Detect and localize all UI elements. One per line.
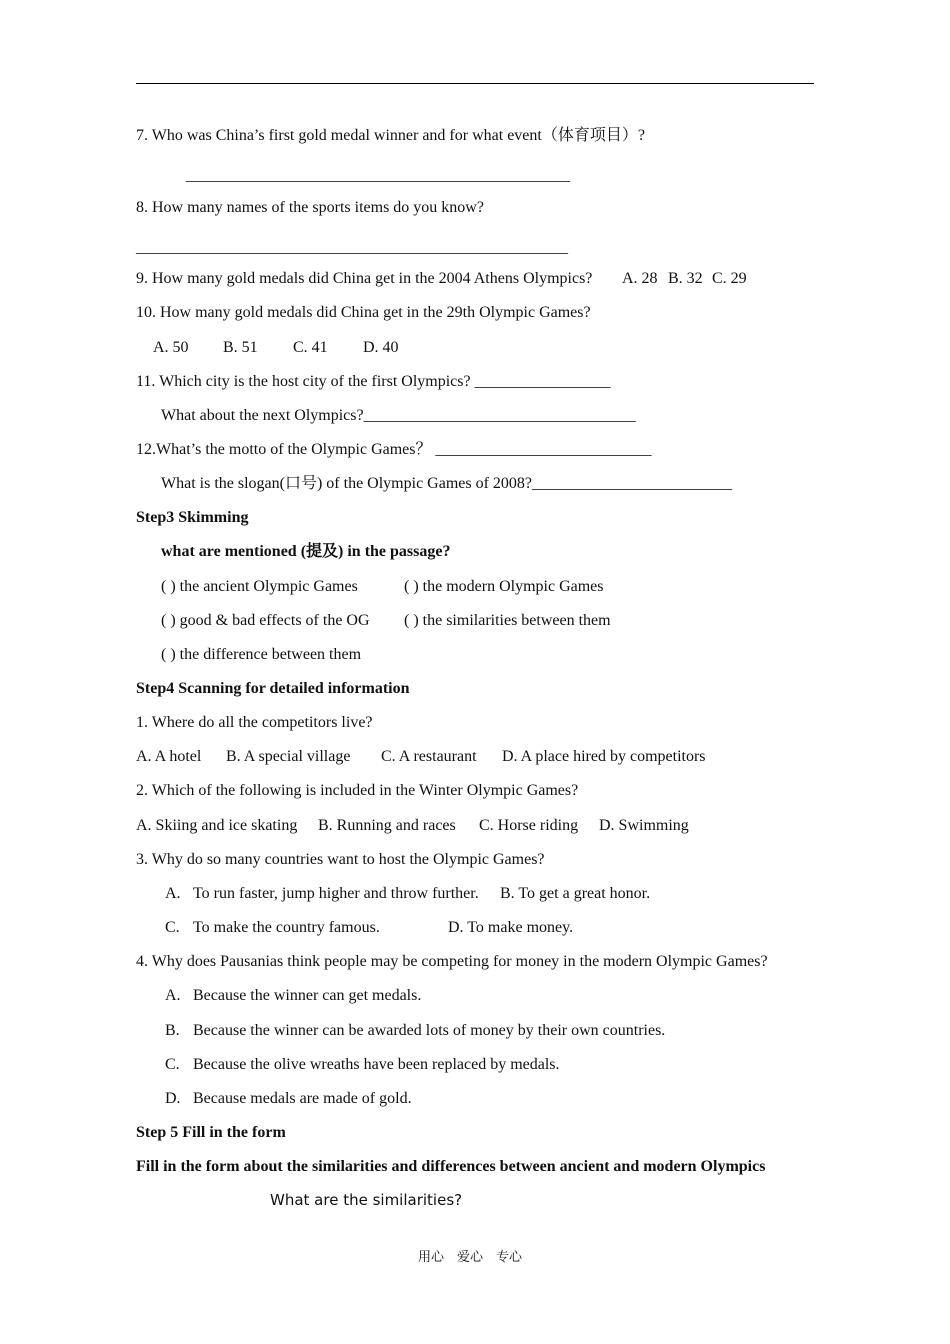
step4-q2-option: C. Horse riding	[479, 817, 579, 834]
step4-q2-option: B. Running and races	[318, 817, 456, 834]
step4-q2-option: D. Swimming	[599, 817, 689, 834]
step4-q4-option: Because the winner can get medals.	[193, 987, 422, 1004]
question-7: 7. Who was China’s first gold medal winner and for what event（体育项目）?	[136, 127, 645, 144]
step4-q1-option: C. A restaurant	[381, 748, 477, 765]
step3-item: ( ) the similarities between them	[404, 612, 611, 629]
q10-option-c: C. 41	[293, 339, 328, 356]
step3-heading: Step3 Skimming	[136, 509, 249, 526]
step4-q1-option: B. A special village	[226, 748, 351, 765]
step4-q4-option: Because the winner can be awarded lots of money by their own countries.	[193, 1022, 666, 1039]
step4-question-4: 4. Why does Pausanias think people may be competing for money in the modern Olympic Games?	[136, 953, 768, 970]
question-12-sub: What is the slogan(口号) of the Olympic Games of 2008?_________________________	[161, 475, 733, 492]
step4-question-2: 2. Which of the following is included in the Winter Olympic Games?	[136, 782, 579, 799]
step4-q3-option: D. To make money.	[448, 919, 574, 936]
step4-q4-option: Because medals are made of gold.	[193, 1090, 412, 1107]
header-rule	[136, 83, 814, 84]
question-11: 11. Which city is the host city of the first Olympics? _________________	[136, 373, 611, 390]
q10-option-b: B. 51	[223, 339, 258, 356]
question-9: 9. How many gold medals did China get in the 2004 Athens Olympics?	[136, 270, 593, 287]
step4-q2-option: A. Skiing and ice skating	[136, 817, 298, 834]
step4-q4-option: Because the olive wreaths have been replaced by medals.	[193, 1056, 560, 1073]
answer-blank-7[interactable]: ________________________________________________	[186, 167, 570, 184]
step4-q3-option: To make the country famous.	[193, 919, 380, 936]
step4-q1-option: D. A place hired by competitors	[502, 748, 706, 765]
question-10: 10. How many gold medals did China get in the 29th Olympic Games?	[136, 304, 591, 321]
step4-q4-option-letter: B.	[165, 1022, 180, 1039]
table-caption: What are the similarities?	[270, 1191, 463, 1209]
q9-option-b: B. 32	[668, 270, 703, 287]
step4-q4-option-letter: C.	[165, 1056, 180, 1073]
step3-item: ( ) the ancient Olympic Games	[161, 578, 358, 595]
step5-heading: Step 5 Fill in the form	[136, 1124, 286, 1141]
step4-heading: Step4 Scanning for detailed information	[136, 680, 410, 697]
step4-q3-option: To run faster, jump higher and throw further.	[193, 885, 479, 902]
question-12: 12.What’s the motto of the Olympic Games？ ___________________________	[136, 441, 652, 458]
page-footer: 用心 爱心 专心	[418, 1250, 523, 1265]
step4-q4-option-letter: A.	[165, 987, 181, 1004]
q9-option-c: C. 29	[712, 270, 747, 287]
q10-option-a: A. 50	[153, 339, 189, 356]
answer-blank-8[interactable]: ______________________________________________________	[136, 239, 568, 256]
step3-item: ( ) the modern Olympic Games	[404, 578, 604, 595]
step3-item: ( ) good & bad effects of the OG	[161, 612, 370, 629]
step5-instruction: Fill in the form about the similarities and differences between ancient and modern Olympics	[136, 1158, 766, 1175]
step4-q4-option-letter: D.	[165, 1090, 181, 1107]
step4-q1-option: A. A hotel	[136, 748, 202, 765]
question-8: 8. How many names of the sports items do you know?	[136, 199, 484, 216]
step4-question-1: 1. Where do all the competitors live?	[136, 714, 373, 731]
step4-q3-option-letter: C.	[165, 919, 180, 936]
step3-item: ( ) the difference between them	[161, 646, 362, 663]
q9-option-a: A. 28	[622, 270, 658, 287]
step4-q3-option: B. To get a great honor.	[500, 885, 651, 902]
step4-q3-option-letter: A.	[165, 885, 181, 902]
step4-question-3: 3. Why do so many countries want to host the Olympic Games?	[136, 851, 545, 868]
step3-subheading: what are mentioned (提及) in the passage?	[161, 543, 451, 560]
q10-option-d: D. 40	[363, 339, 399, 356]
question-11-sub: What about the next Olympics?__________________________________	[161, 407, 636, 424]
